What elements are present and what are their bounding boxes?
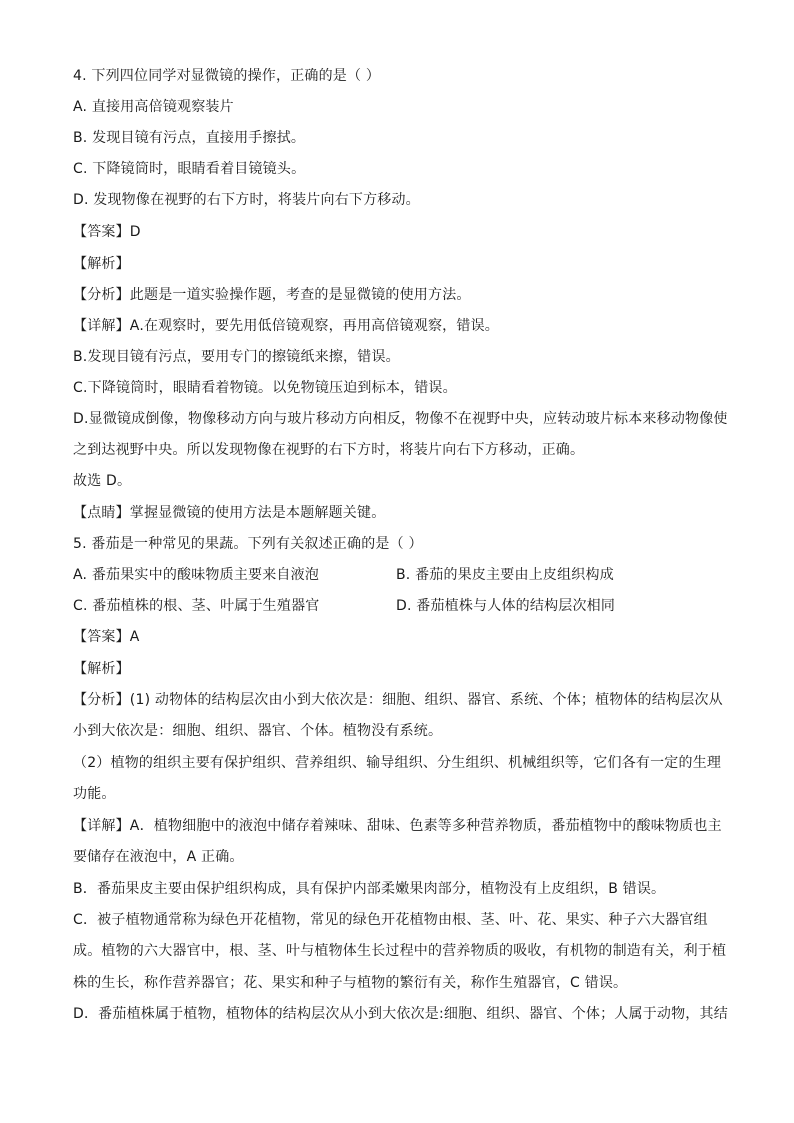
q5-analysis-line: 小到大依次是：细胞、组织、器官、个体。植物没有系统。 [73,723,443,739]
q4-answer: 【答案】D [73,224,141,240]
q5-analysis-line: 【详解】A．植物细胞中的液泡中储存着辣味、甜味、色素等多种营养物质，番茄植物中的酸味物质也主 [73,818,722,834]
q5-analysis-line: 功能。 [73,786,116,802]
q5-option-a: A. 番茄果实中的酸味物质主要来自液泡 [73,567,320,583]
q4-analysis-line: 【详解】A.在观察时，要先用低倍镜观察，再用高倍镜观察，错误。 [73,318,499,334]
q4-analysis-line: D.显微镜成倒像，物像移动方向与玻片移动方向相反，物像不在视野中央，应转动玻片标本来移动物像使 [73,411,728,427]
q4-option-b: B. 发现目镜有污点，直接用手擦拭。 [73,130,306,146]
q4-analysis-line: 故选 D。 [73,473,132,489]
q5-answer: 【答案】A [73,629,140,645]
q5-analysis-line: 成。植物的六大器官中，根、茎、叶与植物体生长过程中的营养物质的吸收，有机物的制造有关，利于植 [73,943,727,959]
q4-analysis-label: 【解析】 [73,256,130,272]
q5-analysis-line: 要储存在液泡中，A 正确。 [73,849,244,865]
q4-option-d: D. 发现物像在视野的右下方时，将装片向右下方移动。 [73,192,420,208]
q5-analysis-label: 【解析】 [73,661,130,677]
q4-analysis-line: C.下降镜筒时，眼睛看着物镜。以免物镜压迫到标本，错误。 [73,380,457,396]
q4-analysis-line: 【分析】此题是一道实验操作题，考查的是显微镜的使用方法。 [73,287,471,303]
q5-analysis-line: D．番茄植株属于植物，植物体的结构层次从小到大依次是:细胞、组织、器官、个体；人属于动物，其结 [73,1006,728,1022]
q5-analysis-line: 【分析】(1) 动物体的结构层次由小到大依次是：细胞、组织、器官、系统、个体；植物体的结构层次从 [73,692,723,708]
q5-analysis-line: B．番茄果皮主要由保护组织构成，具有保护内部柔嫩果肉部分，植物没有上皮组织，B 错误。 [73,881,666,897]
question-5-stem: 5. 番茄是一种常见的果蔬。下列有关叙述正确的是（ ） [73,536,423,552]
q4-analysis-line: 之到达视野中央。所以发现物像在视野的右下方时，将装片向右下方移动，正确。 [73,442,585,458]
q4-option-c: C. 下降镜筒时，眼睛看着目镜镜头。 [73,161,306,177]
q5-option-b: B. 番茄的果皮主要由上皮组织构成 [396,567,614,583]
q5-analysis-line: C．被子植物通常称为绿色开花植物，常见的绿色开花植物由根、茎、叶、花、果实、种子六大器官组 [73,912,708,928]
q5-analysis-line: 株的生长，称作营养器官；花、果实和种子与植物的繁衍有关，称作生殖器官，C 错误。 [73,975,628,991]
q5-analysis-line: （2）植物的组织主要有保护组织、营养组织、输导组织、分生组织、机械组织等，它们各有一定的生理 [73,755,722,771]
q5-option-d: D. 番茄植株与人体的结构层次相同 [396,598,616,614]
q5-option-c: C. 番茄植株的根、茎、叶属于生殖器官 [73,598,320,614]
q4-analysis-line: 【点睛】掌握显微镜的使用方法是本题解题关键。 [73,505,386,521]
q4-option-a: A. 直接用高倍镜观察装片 [73,99,234,115]
question-4-stem: 4. 下列四位同学对显微镜的操作，正确的是（ ） [73,68,381,84]
q4-analysis-line: B.发现目镜有污点，要用专门的擦镜纸来擦，错误。 [73,349,400,365]
